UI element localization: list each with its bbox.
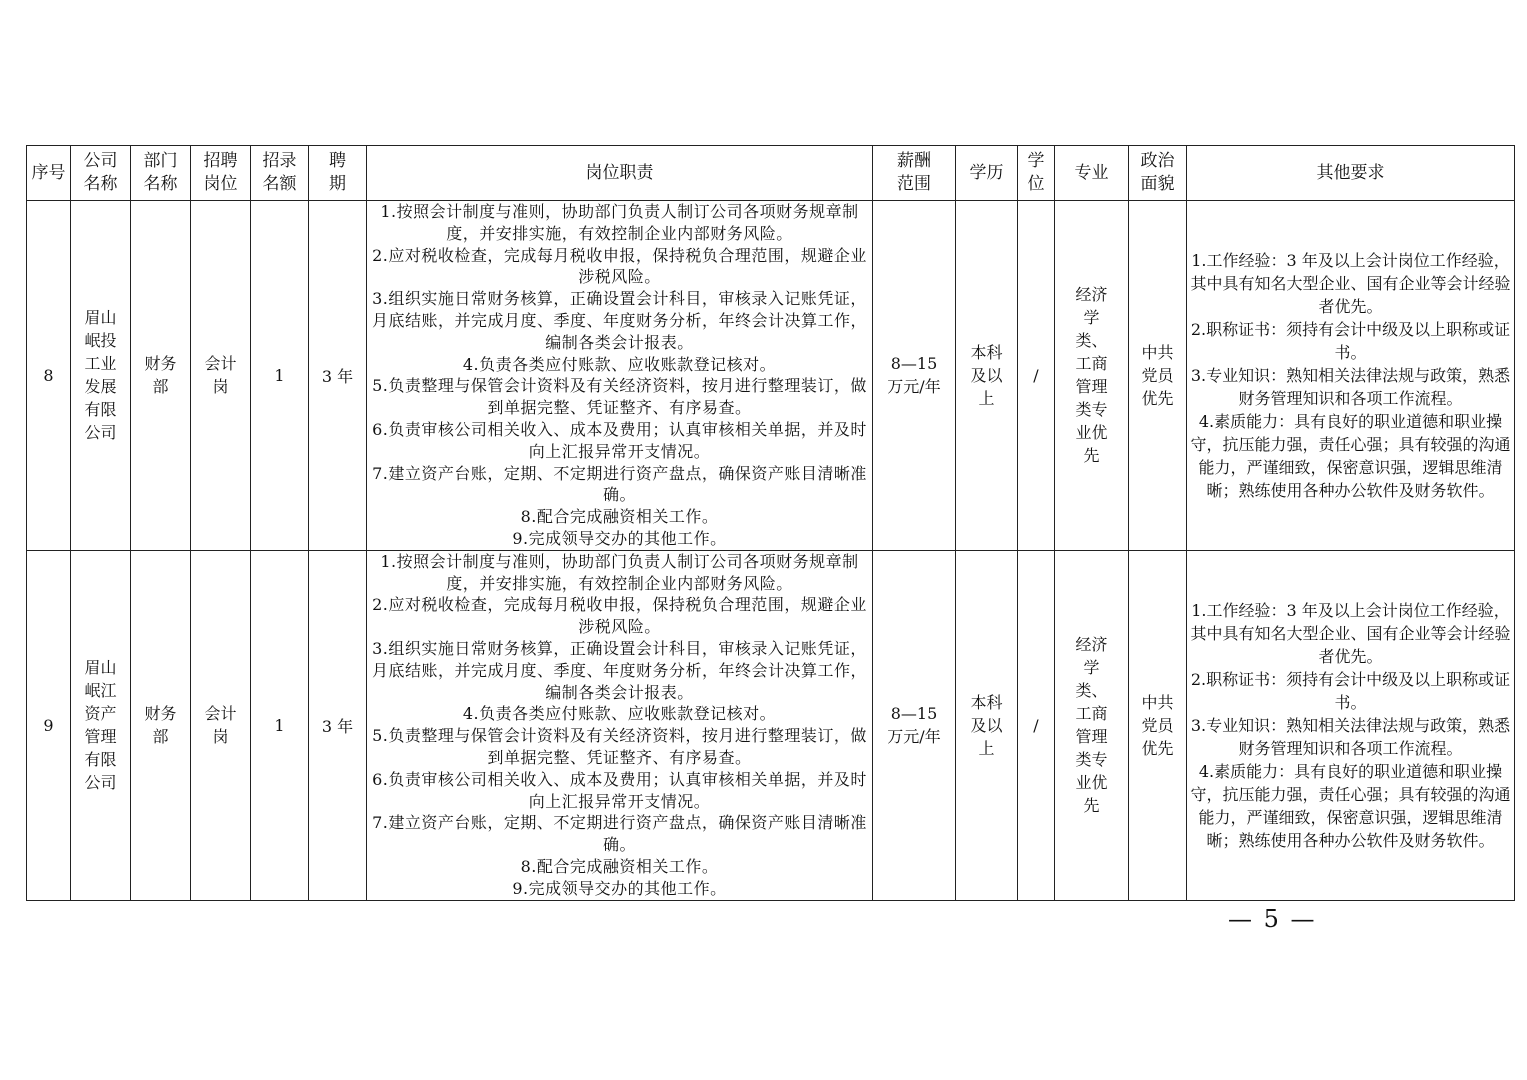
- page-number: — 5 —: [1228, 905, 1317, 933]
- header-seq: 序号: [27, 146, 71, 201]
- duty-item: 5.负责整理与保管会计资料及有关经济资料，按月进行整理装订，做到单据完整、凭证整齐、有序易查。: [372, 376, 867, 418]
- table-row: [27, 550, 1515, 900]
- duty-item: 9.完成领导交办的其他工作。: [512, 878, 727, 898]
- header-political: 政治面貌: [1129, 146, 1187, 201]
- duty-item: 7.建立资产台账，定期、不定期进行资产盘点，确保资产账目清晰准确。: [372, 813, 867, 855]
- header-duties: 岗位职责: [367, 146, 873, 201]
- requirement-item: 3.专业知识：熟知相关法律法规与政策，熟悉财务管理知识和各项工作流程。: [1190, 715, 1511, 758]
- cell-quota: 1: [251, 550, 309, 900]
- cell-major: 经济学类、工商管理类专业优先: [1055, 201, 1129, 551]
- header-other: 其他要求: [1187, 146, 1515, 201]
- cell-term: 3 年: [309, 550, 367, 900]
- duty-item: 6.负责审核公司相关收入、成本及费用；认真审核相关单据，并及时向上汇报异常开支情况。: [372, 769, 867, 811]
- requirement-item: 1.工作经验：3 年及以上会计岗位工作经验，其中具有知名大型企业、国有企业等会计经验者优先。: [1190, 250, 1511, 316]
- duty-item: 9.完成领导交办的其他工作。: [512, 528, 727, 548]
- recruitment-table: [26, 145, 1515, 901]
- requirement-item: 2.职称证书：须持有会计中级及以上职称或证书。: [1190, 319, 1511, 362]
- cell-degree: /: [1018, 550, 1055, 900]
- cell-dept: 财务部: [131, 201, 191, 551]
- requirement-item: 4.素质能力：具有良好的职业道德和职业操守，抗压能力强，责任心强；具有较强的沟通能力，严谨细致，保密意识强，逻辑思维清晰；熟练使用各种办公软件及财务软件。: [1190, 761, 1511, 850]
- cell-position: 会计岗: [191, 550, 251, 900]
- cell-seq: 8: [27, 201, 71, 551]
- cell-salary: 8—15 万元/年: [873, 550, 956, 900]
- cell-salary: 8—15 万元/年: [873, 201, 956, 551]
- duty-item: 6.负责审核公司相关收入、成本及费用；认真审核相关单据，并及时向上汇报异常开支情况。: [372, 419, 867, 461]
- cell-other: [1187, 550, 1515, 900]
- duty-item: 7.建立资产台账，定期、不定期进行资产盘点，确保资产账目清晰准确。: [372, 463, 867, 505]
- header-education: 学历: [956, 146, 1018, 201]
- cell-duties: [367, 201, 873, 551]
- duty-item: 8.配合完成融资相关工作。: [520, 507, 719, 527]
- duty-item: 5.负责整理与保管会计资料及有关经济资料，按月进行整理装订，做到单据完整、凭证整齐、有序易查。: [372, 726, 867, 767]
- header-major: 专业: [1055, 146, 1129, 201]
- table-row: [27, 201, 1515, 551]
- cell-company: 眉山岷投工业发展有限公司: [71, 201, 131, 551]
- header-term: 聘期: [309, 146, 367, 201]
- duty-item: 1.按照会计制度与准则，协助部门负责人制订公司各项财务规章制度，并安排实施，有效控制企业内部财务风险。: [380, 202, 859, 243]
- header-position: 招聘岗位: [191, 146, 251, 201]
- cell-dept: 财务部: [131, 550, 191, 900]
- cell-position: 会计岗: [191, 201, 251, 551]
- duty-item: 4.负责各类应付账款、应收账款登记核对。: [462, 704, 777, 724]
- duty-item: 3.组织实施日常财务核算，正确设置会计科目，审核录入记账凭证，月底结账，并完成月度、季度、年度财务分析，年终会计决算工作，编制各类会计报表。: [371, 638, 867, 702]
- duty-item: 3.组织实施日常财务核算，正确设置会计科目，审核录入记账凭证，月底结账，并完成月度、季度、年度财务分析，年终会计决算工作，编制各类会计报表。: [371, 289, 867, 352]
- cell-seq: 9: [27, 550, 71, 900]
- header-row: [27, 146, 1515, 201]
- header-salary: 薪酬范围: [873, 146, 956, 201]
- requirement-item: 2.职称证书：须持有会计中级及以上职称或证书。: [1190, 669, 1511, 712]
- cell-duties: [367, 550, 873, 900]
- duty-item: 2.应对税收检查，完成每月税收申报，保持税负合理范围，规避企业涉税风险。: [372, 245, 867, 287]
- requirement-item: 4.素质能力：具有良好的职业道德和职业操守，抗压能力强，责任心强；具有较强的沟通能力，严谨细致，保密意识强，逻辑思维清晰；熟练使用各种办公软件及财务软件。: [1190, 411, 1511, 500]
- cell-political: 中共党员优先: [1129, 201, 1187, 551]
- requirement-item: 1.工作经验：3 年及以上会计岗位工作经验，其中具有知名大型企业、国有企业等会计经验者优先。: [1190, 600, 1511, 666]
- requirement-item: 3.专业知识：熟知相关法律法规与政策，熟悉财务管理知识和各项工作流程。: [1190, 365, 1511, 408]
- cell-education: 本科及以上: [956, 201, 1018, 551]
- header-company: 公司名称: [71, 146, 131, 201]
- cell-major: 经济学类、工商管理类专业优先: [1055, 550, 1129, 900]
- cell-education: 本科及以上: [956, 550, 1018, 900]
- cell-degree: /: [1018, 201, 1055, 551]
- cell-quota: 1: [251, 201, 309, 551]
- duty-item: 4.负责各类应付账款、应收账款登记核对。: [462, 354, 777, 374]
- cell-company: 眉山岷江资产管理有限公司: [71, 550, 131, 900]
- header-dept: 部门名称: [131, 146, 191, 201]
- cell-other: [1187, 201, 1515, 551]
- cell-political: 中共党员优先: [1129, 550, 1187, 900]
- duty-item: 2.应对税收检查，完成每月税收申报，保持税负合理范围，规避企业涉税风险。: [372, 595, 867, 637]
- duty-item: 8.配合完成融资相关工作。: [520, 856, 719, 876]
- cell-term: 3 年: [309, 201, 367, 551]
- header-degree: 学位: [1018, 146, 1055, 201]
- header-quota: 招录名额: [251, 146, 309, 201]
- duty-item: 1.按照会计制度与准则，协助部门负责人制订公司各项财务规章制度，并安排实施，有效控制企业内部财务风险。: [380, 551, 859, 593]
